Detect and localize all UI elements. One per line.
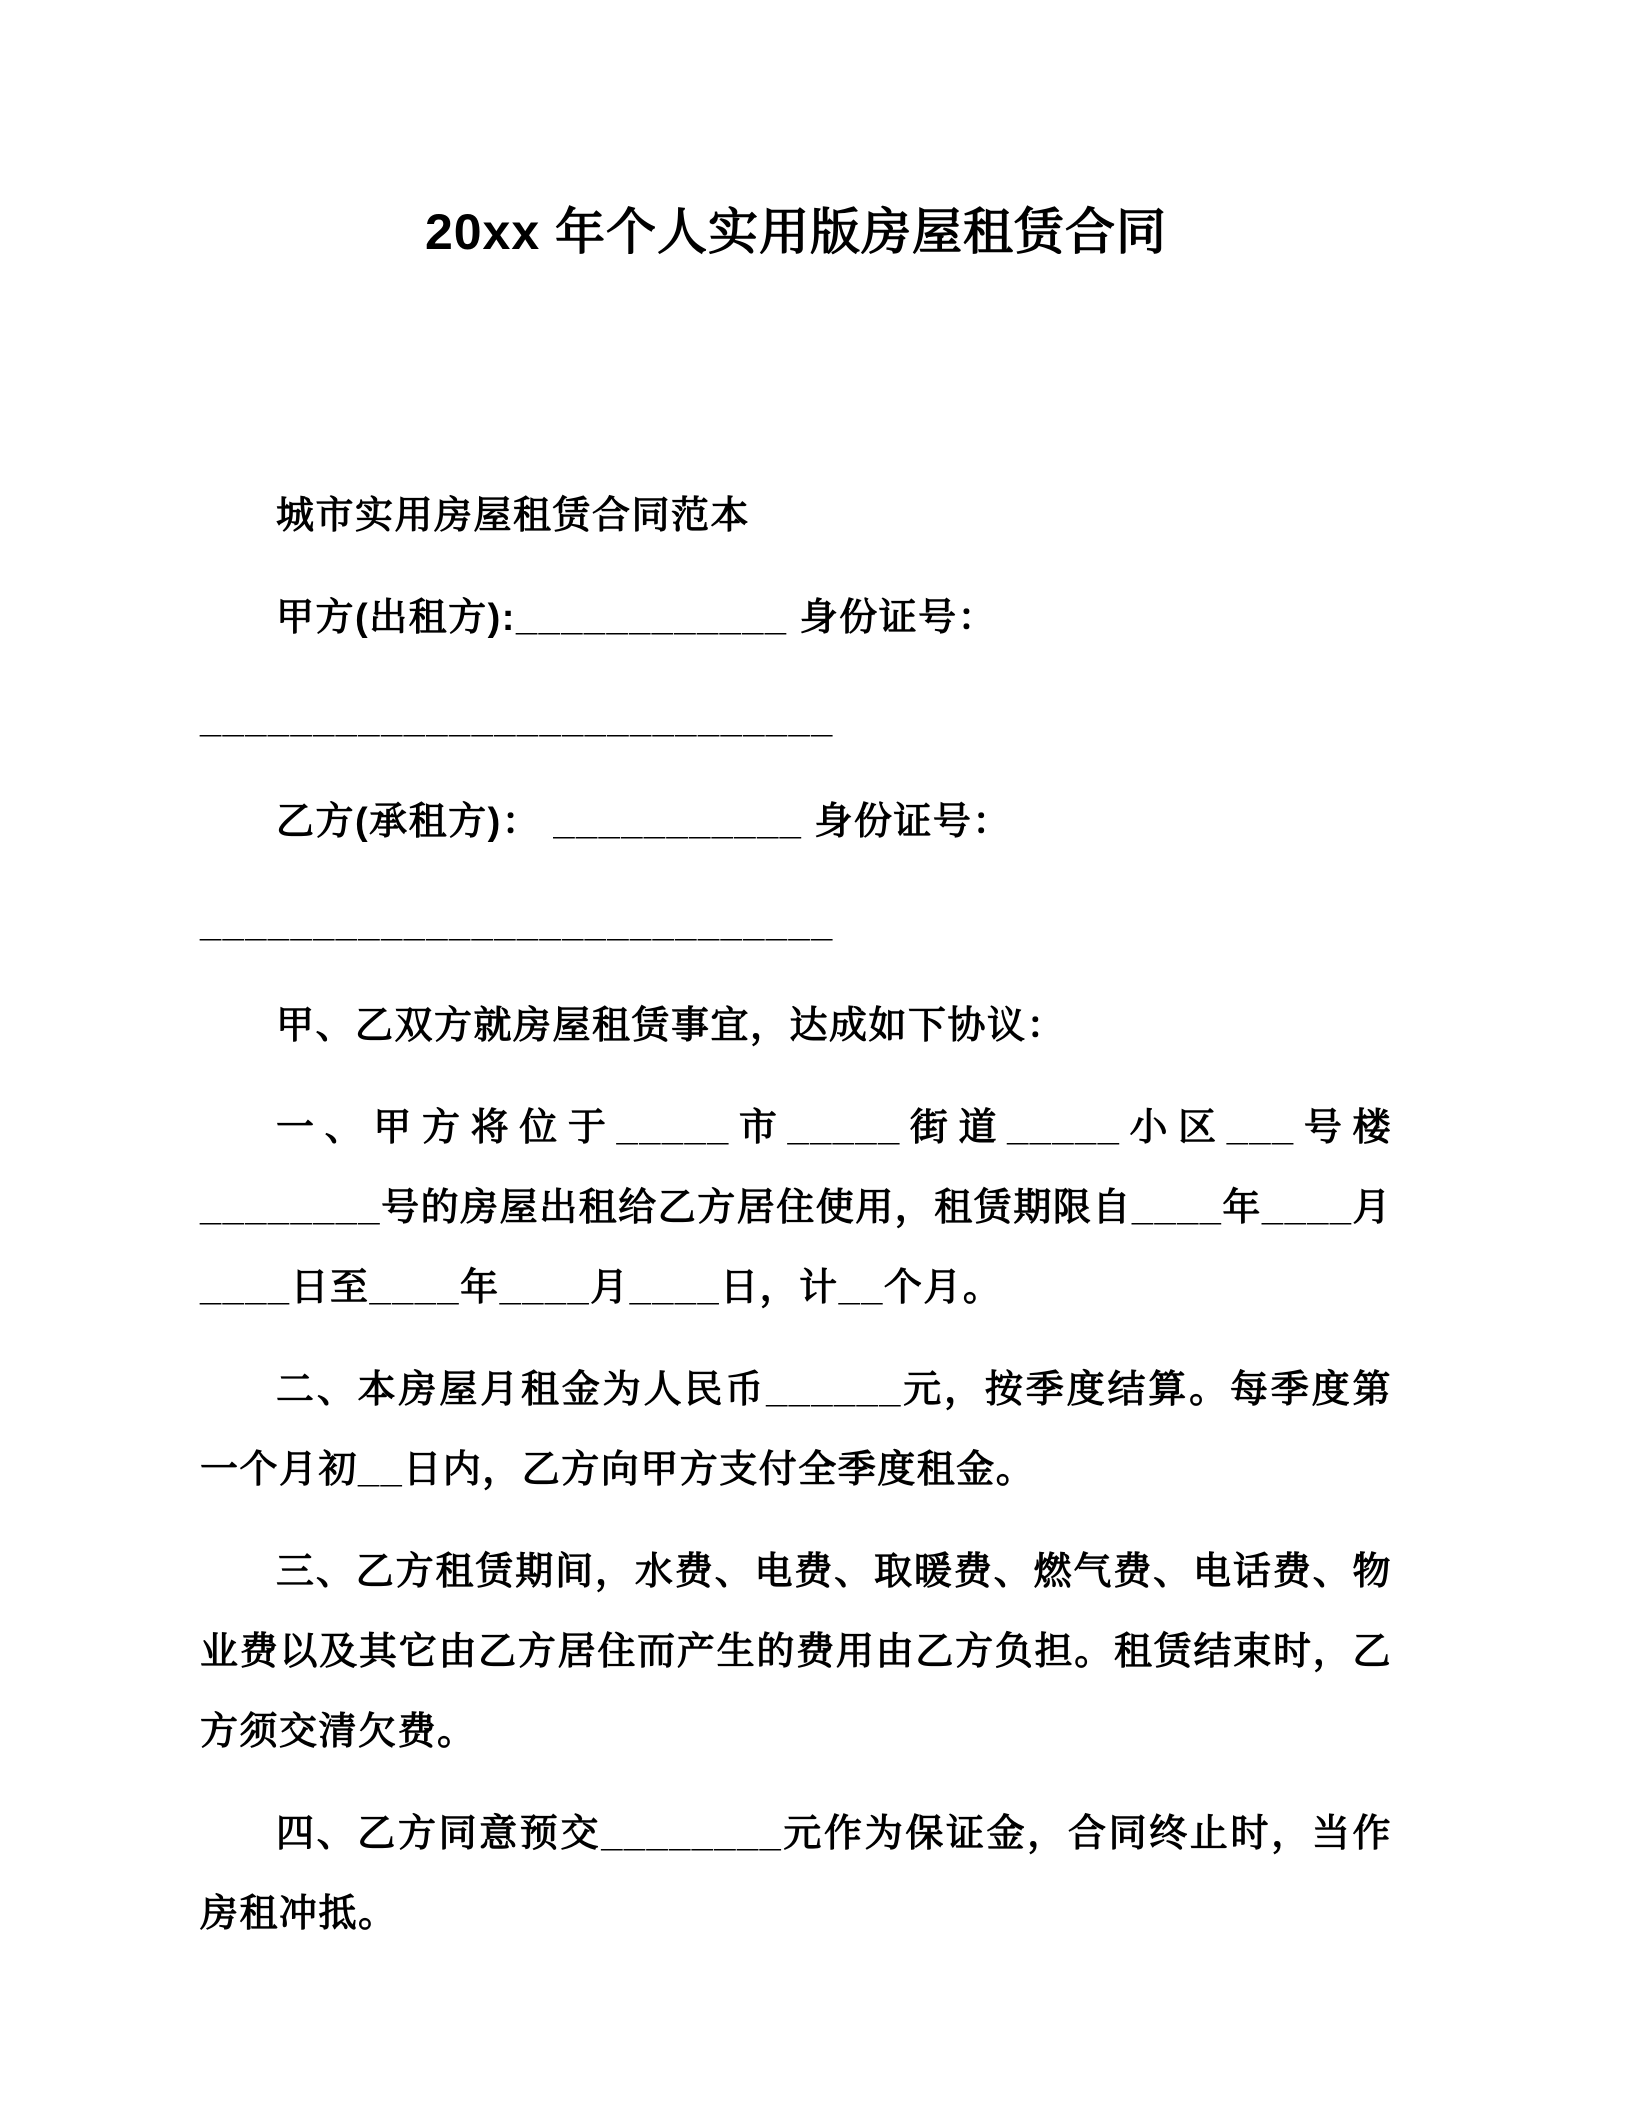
party-b-id-blank-line: ____________________________: [200, 903, 834, 945]
clause-4-deposit: 四、乙方同意预交________元作为保证金，合同终止时，当作房租冲抵。: [200, 1813, 1392, 1935]
party-b-line: 乙方(承租方)： ___________ 身份证号：: [276, 801, 1012, 843]
subtitle-line: 城市实用房屋租赁合同范本: [276, 495, 751, 537]
clause-1-location-term: 一、甲方将位于_____市_____街道_____小区___号楼________号的房屋出租给乙方居住使用，租赁期限自____年____月____日至____年____月____日，计__个月。: [200, 1107, 1392, 1309]
party-a-line: 甲方(出租方):____________ 身份证号：: [276, 597, 998, 639]
party-a-id-blank-line: ____________________________: [200, 699, 834, 741]
clause-2-rent: 二、本房屋月租金为人民币______元，按季度结算。每季度第一个月初__日内，乙方向甲方支付全季度租金。: [200, 1369, 1392, 1491]
document-title: 20xx 年个人实用版房屋租赁合同: [424, 204, 1168, 260]
clause-3-utilities: 三、乙方租赁期间，水费、电费、取暖费、燃气费、电话费、物业费以及其它由乙方居住而产生的费用由乙方负担。租赁结束时，乙方须交清欠费。: [200, 1551, 1392, 1753]
agreement-intro-line: 甲、乙双方就房屋租赁事宜，达成如下协议：: [276, 1005, 1067, 1047]
